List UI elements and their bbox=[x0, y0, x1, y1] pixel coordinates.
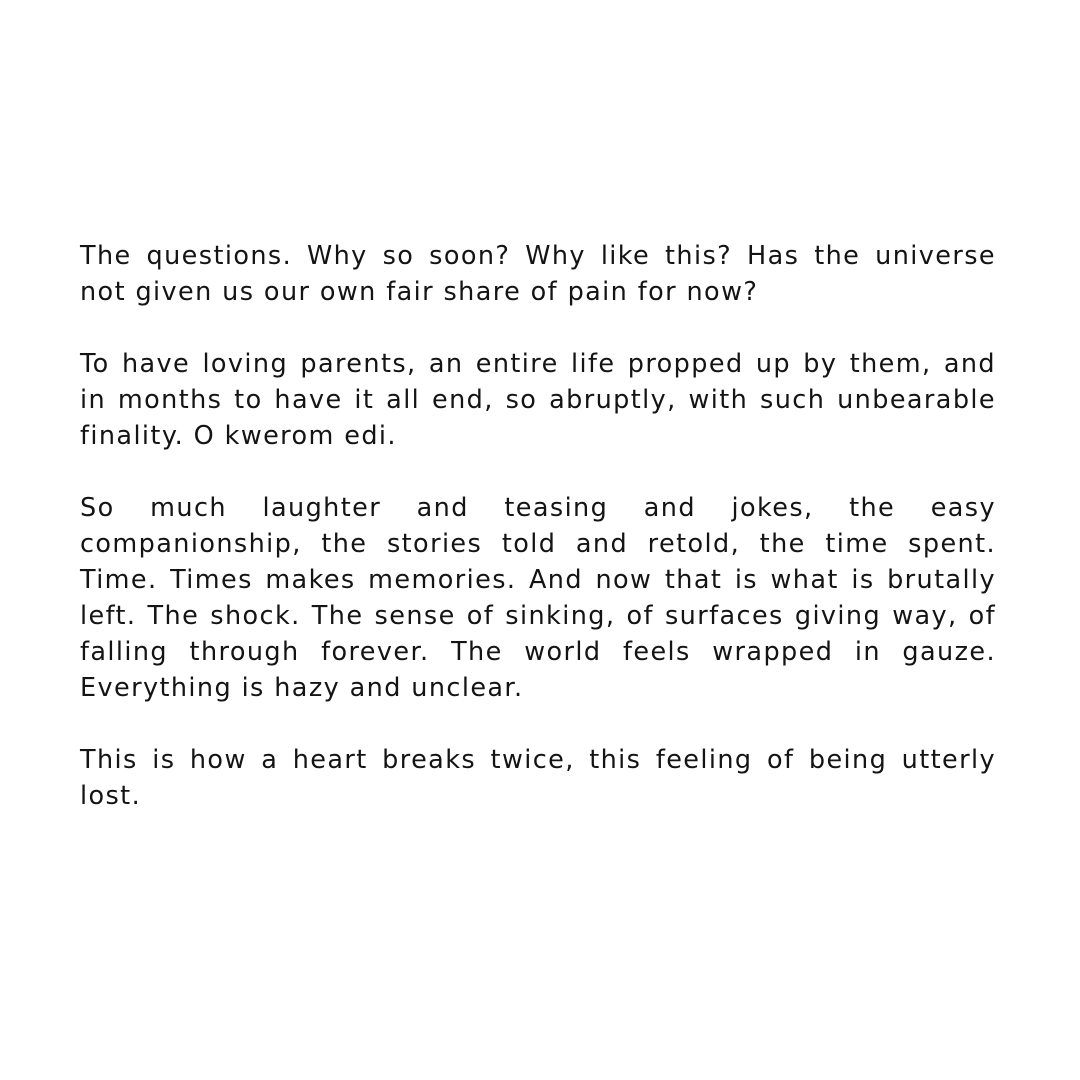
paragraph-loving-parents: To have loving parents, an entire life propped up by them, and in months to have it all end, so abruptly, with such unbearable finality. O kwerom edi. bbox=[80, 349, 996, 451]
paragraph-questions: The questions. Why so soon? Why like this? Has the universe not given us our own fair share of pain for now? bbox=[80, 241, 996, 307]
paragraph-heart-breaks: This is how a heart breaks twice, this feeling of being utterly lost. bbox=[80, 745, 996, 811]
paragraph-memories: So much laughter and teasing and jokes, the easy companionship, the stories told and retold, the time spent. Time. Times makes memories. And now that is what is brutally left. The shock. The sense of sinking, of surfaces giving way, of falling through forever. The world feels wrapped in gauze. Everything is hazy and unclear. bbox=[80, 493, 996, 703]
text-block bbox=[80, 238, 996, 814]
